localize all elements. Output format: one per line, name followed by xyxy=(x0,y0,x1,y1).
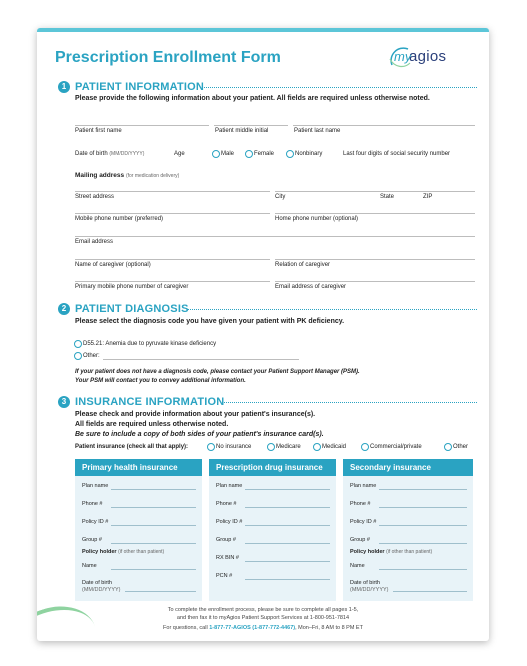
insurance-medicare-label: Medicare xyxy=(276,444,301,450)
home-phone-field[interactable] xyxy=(275,213,475,214)
primary-holder-note: (if other than patient) xyxy=(118,549,165,555)
first-name-label: Patient first name xyxy=(75,128,122,134)
section-3-number: 3 xyxy=(58,396,70,408)
drug-pcn-field[interactable] xyxy=(245,579,330,580)
secondary-group-field[interactable] xyxy=(379,543,467,544)
caregiver-relation-label: Relation of caregiver xyxy=(275,262,331,268)
sex-nonbinary-label: Nonbinary xyxy=(295,151,323,157)
dob-label-text: Date of birth xyxy=(75,151,108,157)
caregiver-name-field[interactable] xyxy=(75,259,270,260)
primary-group-field[interactable] xyxy=(111,543,196,544)
diagnosis-d5521-radio[interactable] xyxy=(74,340,82,348)
primary-insurance-box xyxy=(75,459,202,601)
section-2-number: 2 xyxy=(58,303,70,315)
drug-rxbin-label: RX BIN # xyxy=(216,555,239,561)
secondary-holder-heading xyxy=(350,549,432,555)
section-2-intro: Please select the diagnosis code you have given your patient with PK deficiency. xyxy=(75,318,345,325)
middle-initial-label: Patient middle initial xyxy=(215,128,269,134)
insurance-other-label: Other xyxy=(453,444,469,450)
secondary-phone-field[interactable] xyxy=(379,507,467,508)
mailing-address-heading xyxy=(75,172,179,179)
primary-policy-field[interactable] xyxy=(111,525,196,526)
secondary-holder-note: (if other than patient) xyxy=(386,549,433,555)
footer-line2: and then fax it to myAgios Patient Support Services at 1-800-951-7814 xyxy=(176,615,350,621)
insurance-other-radio[interactable] xyxy=(444,443,452,451)
drug-rxbin-field[interactable] xyxy=(245,561,330,562)
primary-holder-dob-field[interactable] xyxy=(125,591,196,592)
sex-male-radio[interactable] xyxy=(212,150,220,158)
insurance-check-label: Patient insurance (check all that apply): xyxy=(75,444,189,450)
ssn-label: Last four digits of social security number xyxy=(343,151,451,157)
drug-insurance-box xyxy=(209,459,336,601)
primary-insurance-title: Primary health insurance xyxy=(75,459,202,476)
secondary-insurance-title: Secondary insurance xyxy=(343,459,473,476)
form-title: Prescription Enrollment Form xyxy=(55,49,281,66)
secondary-policy-label: Policy ID # xyxy=(350,519,377,525)
insurance-commercial-radio[interactable] xyxy=(361,443,369,451)
secondary-plan-label: Plan name xyxy=(350,483,377,489)
top-accent-bar xyxy=(37,28,489,32)
secondary-holder-dob-label: Date of birth xyxy=(350,580,380,586)
street-label: Street address xyxy=(75,194,115,200)
logo-prefix: my xyxy=(394,49,412,64)
email-label: Email address xyxy=(75,239,114,245)
primary-plan-label: Plan name xyxy=(82,483,109,489)
drug-insurance-title: Prescription drug insurance xyxy=(209,459,336,476)
secondary-group-label: Group # xyxy=(350,537,370,543)
primary-holder-heading xyxy=(82,549,164,555)
primary-phone-field[interactable] xyxy=(111,507,196,508)
sex-nonbinary-radio[interactable] xyxy=(286,150,294,158)
mobile-phone-label: Mobile phone number (preferred) xyxy=(75,216,164,222)
primary-holder-dob-format: (MM/DD/YYYY) xyxy=(82,587,121,593)
section-3-divider xyxy=(222,402,477,403)
drug-pcn-label: PCN # xyxy=(216,573,233,579)
section-1-title: PATIENT INFORMATION xyxy=(75,81,205,93)
drug-group-label: Group # xyxy=(216,537,236,543)
drug-plan-label: Plan name xyxy=(216,483,243,489)
mailing-address-note: (for medication delivery) xyxy=(125,173,180,179)
insurance-medicaid-radio[interactable] xyxy=(313,443,321,451)
primary-group-label: Group # xyxy=(82,537,102,543)
primary-phone-label: Phone # xyxy=(82,501,103,507)
diagnosis-other-label: Other: xyxy=(83,353,100,359)
section-3-intro-line3: Be sure to include a copy of both sides of your patient's insurance card(s). xyxy=(75,431,324,438)
sex-female-label: Female xyxy=(254,151,275,157)
age-label: Age xyxy=(174,151,185,157)
state-label: State xyxy=(380,194,395,200)
insurance-none-label: No insurance xyxy=(216,444,252,450)
footer-line1: To complete the enrollment process, please be sure to complete all pages 1-5, xyxy=(167,607,359,613)
section-2-divider xyxy=(187,309,477,310)
primary-holder-dob-label: Date of birth xyxy=(82,580,112,586)
secondary-holder-text: Policy holder xyxy=(350,549,385,555)
last-name-label: Patient last name xyxy=(294,128,341,134)
secondary-policy-field[interactable] xyxy=(379,525,467,526)
sex-male-label: Male xyxy=(221,151,235,157)
secondary-phone-label: Phone # xyxy=(350,501,371,507)
drug-phone-field[interactable] xyxy=(245,507,330,508)
sex-female-radio[interactable] xyxy=(245,150,253,158)
drug-policy-field[interactable] xyxy=(245,525,330,526)
city-state-zip-field[interactable] xyxy=(275,191,475,192)
primary-plan-field[interactable] xyxy=(111,489,196,490)
footer-line3-prefix: For questions, call xyxy=(163,625,210,631)
diagnosis-other-radio[interactable] xyxy=(74,352,82,360)
mobile-phone-field[interactable] xyxy=(75,213,270,214)
footer-line3 xyxy=(37,625,489,631)
secondary-plan-field[interactable] xyxy=(379,489,467,490)
dob-label xyxy=(75,151,144,157)
section-1-number: 1 xyxy=(58,81,70,93)
section-1-intro: Please provide the following information about your patient. All fields are required unless otherwise noted. xyxy=(75,95,430,102)
dob-format: (MM/DD/YYYY) xyxy=(109,151,145,157)
secondary-insurance-box xyxy=(343,459,473,601)
street-field[interactable] xyxy=(75,191,270,192)
zip-label: ZIP xyxy=(423,194,433,200)
secondary-holder-dob-format: (MM/DD/YYYY) xyxy=(350,587,389,593)
diagnosis-note-line2: Your PSM will contact you to convey additional information. xyxy=(75,378,246,384)
primary-policy-label: Policy ID # xyxy=(82,519,109,525)
logo-text: agios xyxy=(409,48,447,65)
middle-initial-field[interactable] xyxy=(214,125,288,126)
footer-phone-link[interactable]: 1-877-77-AGIOS (1-877-772-4467) xyxy=(209,625,296,631)
primary-holder-name-field[interactable] xyxy=(111,569,196,570)
enrollment-form-page xyxy=(37,28,489,641)
drug-group-field[interactable] xyxy=(245,543,330,544)
footer-line3-suffix: , Mon–Fri, 8 AM to 8 PM ET xyxy=(295,625,363,631)
diagnosis-other-field[interactable] xyxy=(103,359,299,360)
caregiver-phone-field[interactable] xyxy=(75,281,270,282)
section-2-title: PATIENT DIAGNOSIS xyxy=(75,303,189,315)
caregiver-name-label: Name of caregiver (optional) xyxy=(75,262,151,268)
primary-holder-text: Policy holder xyxy=(82,549,117,555)
secondary-holder-name-label: Name xyxy=(350,563,365,569)
section-3-intro-line1: Please check and provide information about your patient's insurance(s). xyxy=(75,411,316,418)
caregiver-phone-label: Primary mobile phone number of caregiver xyxy=(75,284,189,290)
drug-phone-label: Phone # xyxy=(216,501,237,507)
primary-holder-name-label: Name xyxy=(82,563,97,569)
insurance-none-radio[interactable] xyxy=(207,443,215,451)
home-phone-label: Home phone number (optional) xyxy=(275,216,359,222)
caregiver-relation-field[interactable] xyxy=(275,259,475,260)
section-3-title: INSURANCE INFORMATION xyxy=(75,396,225,408)
mailing-address-text: Mailing address xyxy=(75,172,125,179)
caregiver-email-label: Email address of caregiver xyxy=(275,284,347,290)
section-1-divider xyxy=(202,87,477,88)
last-name-field[interactable] xyxy=(293,125,475,126)
email-field[interactable] xyxy=(75,236,475,237)
diagnosis-note-line1: If your patient does not have a diagnosis code, please contact your Patient Support Manager (PSM). xyxy=(75,369,360,375)
first-name-field[interactable] xyxy=(75,125,209,126)
secondary-holder-dob-field[interactable] xyxy=(393,591,467,592)
insurance-medicaid-label: Medicaid xyxy=(322,444,347,450)
insurance-medicare-radio[interactable] xyxy=(267,443,275,451)
drug-policy-label: Policy ID # xyxy=(216,519,243,525)
secondary-holder-name-field[interactable] xyxy=(379,569,467,570)
insurance-commercial-label: Commercial/private xyxy=(370,444,422,450)
diagnosis-d5521-label: D55.21: Anemia due to pyruvate kinase deficiency xyxy=(83,341,217,347)
section-3-intro-line2: All fields are required unless otherwise noted. xyxy=(75,421,229,428)
drug-plan-field[interactable] xyxy=(245,489,330,490)
caregiver-email-field[interactable] xyxy=(275,281,475,282)
city-label: City xyxy=(275,194,286,200)
